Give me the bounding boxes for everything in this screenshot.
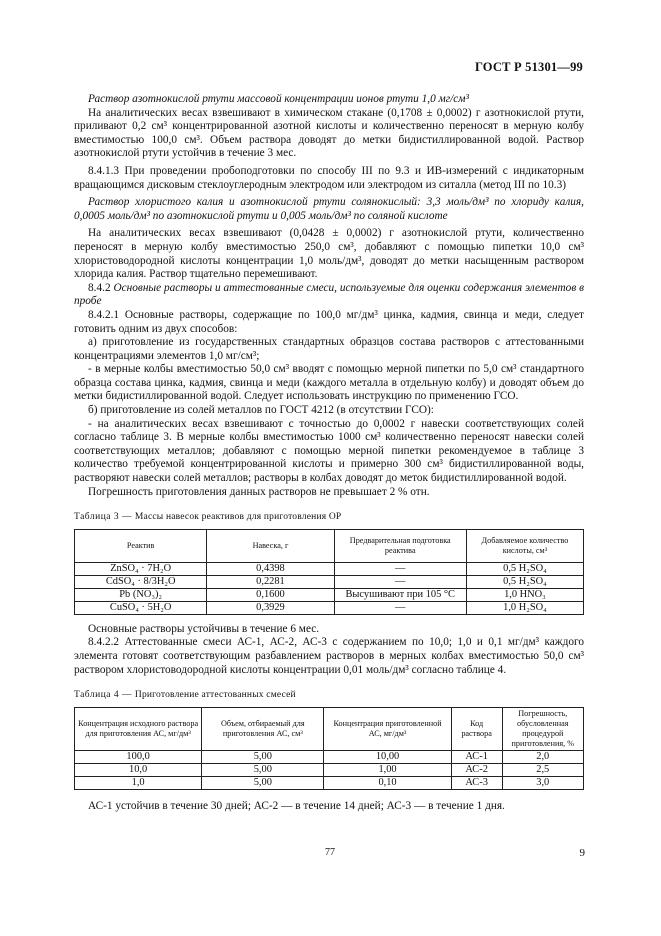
table-cell: 0,4398 — [207, 562, 334, 575]
paragraph: На аналитических весах взвешивают (0,0428 ± 0,0002) г азотнокислой ртути, количественно переносят в мерную колбу вместимостью 250,0 см³, добавляют с помощью пипетки 10,0 см³ хлористоводородной кислоты концентрации 1,0 моль/дм³, доводят до метки насыщенным раствором хлорида калия. Раствор тщательно перемешивают. — [74, 227, 584, 281]
table-cell: — — [334, 575, 466, 588]
table-cell: 5,00 — [202, 763, 324, 776]
paragraph: Основные растворы устойчивы в течение 6 мес. — [88, 622, 320, 635]
table-cell: 10,00 — [324, 750, 451, 763]
table-cell: 0,10 — [324, 776, 451, 789]
table-cell: АС-2 — [451, 763, 502, 776]
column-header: Концентрация приготовленной АС, мг/дм³ — [324, 707, 451, 750]
table3-caption-text: Массы навесок реактивов для приготовления ОР — [134, 512, 342, 523]
page-number-center: 77 — [325, 847, 335, 858]
paragraph-final: АС-1 устойчив в течение 30 дней; АС-2 — в течение 14 дней; АС-3 — в течение 1 дня. — [88, 799, 505, 812]
table-row — [75, 601, 584, 614]
table-cell: — — [334, 601, 466, 614]
table-cell: 0,5 H₂SO₄ — [466, 575, 583, 588]
table-cell: — — [334, 562, 466, 575]
table-cell: 2,0 — [502, 750, 583, 763]
table3 — [74, 529, 584, 615]
paragraph-8-4-2 — [74, 282, 584, 309]
paragraph-8-4-1-3: 8.4.1.3 При проведении пробоподготовки по способу III по 9.3 и ИВ-измерений с индикаторным вращающимся дисковым стеклоуглеродным электродом или электродом из ситалла (метод III по 10.3) — [74, 164, 584, 191]
table-cell: 1,0 — [75, 776, 202, 789]
table-cell: 2,5 — [502, 763, 583, 776]
table3-caption — [74, 511, 584, 525]
table-cell: АС-3 — [451, 776, 502, 789]
table-row — [75, 562, 584, 575]
column-header: Добавляемое количество кислоты, см³ — [466, 529, 583, 562]
table-header-row — [75, 529, 584, 562]
list-item-dash: - на аналитических весах взвешивают с точностью до 0,0002 г навески соответствующих солей согласно таблице 3. В мерные колбы вместимостью 1000 см³ количественно переносят навески солей соответствующих металлов; добавляют с помощью мерной пипетки рекомендуемое в таблице 3 количество требуемой концентрированной кислоты и примерно 300 см³ бидистиллированной воды, растворяют навески солей металлов; растворы в колбах доводят до меток бидистиллированной водой. — [74, 417, 584, 485]
paragraph-8-4-2-2: 8.4.2.2 Аттестованные смеси АС-1, АС-2, АС-3 с содержанием по 10,0; 1,0 и 0,1 мг/дм³ каждого элемента готовят соответствующим разбавлением растворов в мерных колбах вместимостью 50,0 см³ раствором хлористоводородной кислоты концентрации 0,01 моль/дм³ согласно таблице 4. — [74, 636, 584, 676]
paragraph-8-4-2-1: 8.4.2.1 Основные растворы, содержащие по 100,0 мг/дм³ цинка, кадмия, свинца и меди, следует готовить одним из двух способов: — [74, 308, 584, 335]
table-cell: Высушивают при 105 °С — [334, 588, 466, 601]
clause-number: 8.4.2 — [88, 281, 114, 294]
column-header: Навеска, г — [207, 529, 334, 562]
table-cell: CuSO₄ · 5H₂O — [75, 601, 207, 614]
column-header: Концентрация исходного раствора для приготовления АС, мг/дм³ — [75, 707, 202, 750]
section-heading-kcl-solution: Раствор хлористого калия и азотнокислой ртути солянокислый: 3,3 моль/дм³ по хлориду калия, 0,0005 моль/дм³ по азотнокислой ртути и 0,005 моль/дм³ по соляной кислоте — [74, 196, 584, 222]
table-header-row — [75, 707, 584, 750]
table-cell: 0,5 H₂SO₄ — [466, 562, 583, 575]
column-header: Погрешность, обусловленная процедурой приготовления, % — [502, 707, 583, 750]
clause-title: Основные растворы и аттестованные смеси, используемые для оценки содержания элементов в пробе — [74, 281, 585, 308]
body-text — [74, 93, 584, 813]
table-row — [75, 575, 584, 588]
table-cell: 5,00 — [202, 750, 324, 763]
paragraph: На аналитических весах взвешивают в химическом стакане (0,1708 ± 0,0002) г азотнокислой ртути, приливают 0,2 см³ концентрированной азотной кислоты и количественно переносят в мерную колбу вместимостью 100,0 см³. Объем раствора доводят до метки бидистиллированной водой. Раствор азотнокислой ртути устойчив в течение 3 мес. — [74, 106, 584, 160]
table4-caption-text: Приготовление аттестованных смесей — [134, 690, 296, 701]
table-cell: 10,0 — [75, 763, 202, 776]
table-cell: 0,3929 — [207, 601, 334, 614]
table-row — [75, 750, 584, 763]
table-cell: 1,00 — [324, 763, 451, 776]
list-item-dash: - в мерные колбы вместимостью 50,0 см³ вводят с помощью мерной пипетки по 5,0 см³ стандартного образца состава цинка, кадмия, свинца и меди (каждого металла в отдельную колбу) и доводят объем до метки бидистиллированной водой. Следует использовать инструкцию по применению ГСО. — [74, 363, 584, 403]
table-cell: CdSO₄ · 8/3H₂O — [75, 575, 207, 588]
column-header: Предварительная подготовка реактива — [334, 529, 466, 562]
table-row — [75, 776, 584, 789]
table-cell: 1,0 HNO₃ — [466, 588, 583, 601]
table-row — [75, 588, 584, 601]
table4-caption — [74, 689, 584, 703]
table-cell: ZnSO₄ · 7H₂O — [75, 562, 207, 575]
page-number-right: 9 — [579, 847, 585, 859]
paragraph: Погрешность приготовления данных растворов не превышает 2 % отн. — [88, 485, 430, 498]
table-cell: 5,00 — [202, 776, 324, 789]
table4 — [74, 707, 584, 790]
section-heading-mercury-solution: Раствор азотнокислой ртути массовой концентрации ионов ртути 1,0 мг/см³ — [88, 93, 469, 105]
table-cell: 3,0 — [502, 776, 583, 789]
column-header: Код раствора — [451, 707, 502, 750]
table-cell: 100,0 — [75, 750, 202, 763]
table-cell: 0,2281 — [207, 575, 334, 588]
table-row — [75, 763, 584, 776]
table-cell: АС-1 — [451, 750, 502, 763]
table4-caption-label: Таблица 4 — — [74, 690, 133, 701]
document-number: ГОСТ Р 51301—99 — [474, 60, 583, 74]
table-cell: 0,1600 — [207, 588, 334, 601]
table-cell: 1,0 H₂SO₄ — [466, 601, 583, 614]
table-cell: Pb (NO₃)₂ — [75, 588, 207, 601]
column-header: Реактив — [75, 529, 207, 562]
table3-caption-label: Таблица 3 — — [74, 512, 133, 523]
column-header: Объем, отбираемый для приготовления АС, см³ — [202, 707, 324, 750]
list-item-a: а) приготовление из государственных стандартных образцов состава растворов с аттестованными концентрациями элементов 1,0 мг/см³; — [74, 336, 584, 362]
list-item-b: б) приготовление из солей металлов по ГОСТ 4212 (в отсутствии ГСО): — [88, 404, 434, 417]
